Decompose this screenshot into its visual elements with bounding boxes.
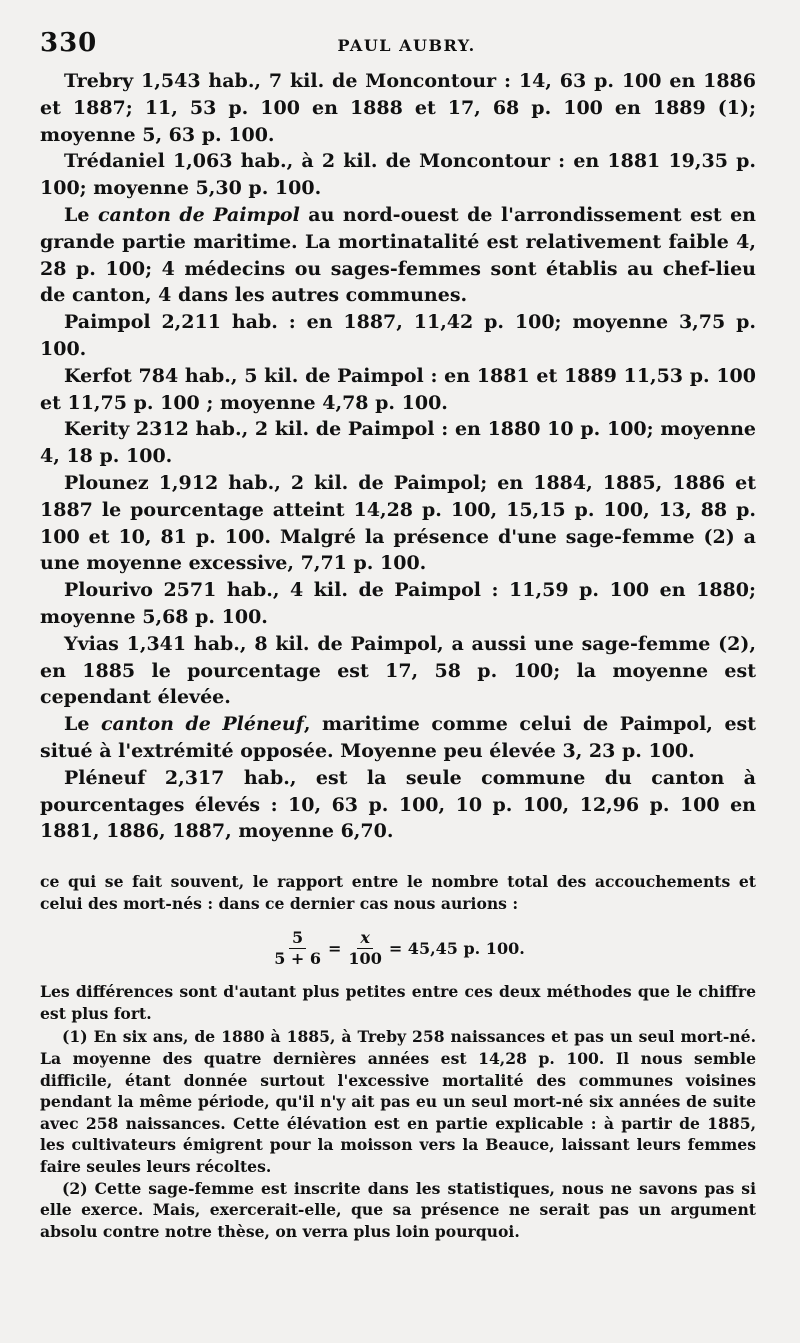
fraction-right-denominator: 100 bbox=[348, 949, 382, 969]
fraction-left-numerator: 5 bbox=[289, 928, 306, 949]
fraction-left-denominator: 5 + 6 bbox=[274, 949, 322, 969]
page-number: 330 bbox=[40, 28, 98, 58]
formula-result: = 45,45 p. 100. bbox=[388, 939, 525, 959]
pleneuf-italic: canton de Pléneuf bbox=[100, 713, 304, 736]
paragraph-yvias: Yvias 1,341 hab., 8 kil. de Paimpol, a aussi une sage-femme (2), en 1885 le pourcentage est 17, 58 p. 100; la moyenne est cependant élevée. bbox=[40, 632, 756, 709]
paragraph-plourivo: Plourivo 2571 hab., 4 kil. de Paimpol : 11,59 p. 100 en 1880; moyenne 5,68 p. 100. bbox=[40, 579, 756, 628]
fraction-right-numerator: x bbox=[357, 928, 373, 949]
continuation-note bbox=[40, 871, 756, 1024]
paragraph-pleneuf: Pléneuf 2,317 hab., est la seule commune du canton à pourcentages élevés : 10, 63 p. 100, 10 p. 100, 12,96 p. 100 en 1881, 1886, 1887, moyenne 6,70. bbox=[40, 766, 756, 843]
paragraph-kerfot: Kerfot 784 hab., 5 kil. de Paimpol : en 1881 et 1889 11,53 p. 100 et 11,75 p. 100 ; moyenne 4,78 p. 100. bbox=[40, 364, 756, 414]
paragraph-tredaniel: Trédaniel 1,063 hab., à 2 kil. de Moncontour : en 1881 19,35 p. 100; moyenne 5,30 p. 100. bbox=[40, 150, 756, 200]
paimpol-italic: canton de Paimpol bbox=[97, 203, 300, 226]
fraction-left bbox=[271, 928, 324, 969]
paragraph-canton-pleneuf bbox=[40, 711, 756, 765]
continuation-intro: ce qui se fait souvent, le rapport entre le nombre total des accouchements et celui des mort-nés : dans ce dernier cas nous aurions : bbox=[40, 872, 756, 913]
paragraph-canton-paimpol bbox=[40, 202, 756, 309]
paragraph-kerity: Kerity 2312 hab., 2 kil. de Paimpol : en 1880 10 p. 100; moyenne 4, 18 p. 100. bbox=[40, 418, 756, 468]
paragraph-plounez: Plounez 1,912 hab., 2 kil. de Paimpol; en 1884, 1885, 1886 et 1887 le pourcentage atteint 14,28 p. 100, 15,15 p. 100, 13, 88 p. 100 et 10, 81 p. 100. Malgré la présence d'une sage-femme (2) a une moyenne excessive, 7,71 p. 100. bbox=[40, 471, 756, 575]
equals-sign: = bbox=[328, 939, 342, 959]
formula bbox=[40, 928, 756, 969]
paragraph-trebry: Trebry 1,543 hab., 7 kil. de Moncontour : 14, 63 p. 100 en 1886 et 1887; 11, 53 p. 100 en 1888 et 17, 68 p. 100 en 1889 (1); moyenne 5, 63 p. 100. bbox=[40, 70, 756, 146]
paimpol-rest: au nord-ouest de l'arrondissement est en grande partie maritime. La mortinatalité est relativement faible 4, 28 p. 100; 4 médecins ou sages-femmes sont établis au chef-lieu de canton, 4 dans les autres communes. bbox=[40, 203, 756, 307]
footnote-1: (1) En six ans, de 1880 à 1885, à Treby 258 naissances et pas un seul mort-né. La moyenne des quatre dernières années est 14,28 p. 100. Il nous semble difficile, étant donnée surtout l'excessive mortalité des communes voisines pendant la même période, qu'il n'y ait pas eu un seul mort-né six années de suite avec 258 naissances. Cette élévation est en partie explicable : à partir de 1885, les cultivateurs émigrent pour la moisson vers la Beauce, laissant leurs femmes faire seules leurs récoltes. bbox=[40, 1027, 756, 1177]
pleneuf-prefix: Le bbox=[64, 713, 101, 736]
main-text bbox=[40, 68, 756, 845]
fraction-right bbox=[345, 928, 384, 969]
running-head: PAUL AUBRY. bbox=[337, 36, 476, 55]
footnotes bbox=[40, 1026, 756, 1242]
pleneuf-rest: , maritime comme celui de Paimpol, est situé à l'extrémité opposée. Moyenne peu élevée 3, 23 p. 100. bbox=[40, 713, 757, 762]
continuation-after: Les différences sont d'autant plus petites entre ces deux méthodes que le chiffre est plus fort. bbox=[40, 982, 756, 1023]
paragraph-paimpol: Paimpol 2,211 hab. : en 1887, 11,42 p. 100; moyenne 3,75 p. 100. bbox=[40, 311, 756, 360]
page-header bbox=[40, 28, 756, 62]
footnote-2: (2) Cette sage-femme est inscrite dans les statistiques, nous ne savons pas si elle exerce. Mais, exercerait-elle, que sa présence ne serait pas un argument absolu contre notre thèse, on verra plus loin pourquoi. bbox=[40, 1178, 756, 1241]
paimpol-prefix: Le bbox=[64, 203, 98, 226]
